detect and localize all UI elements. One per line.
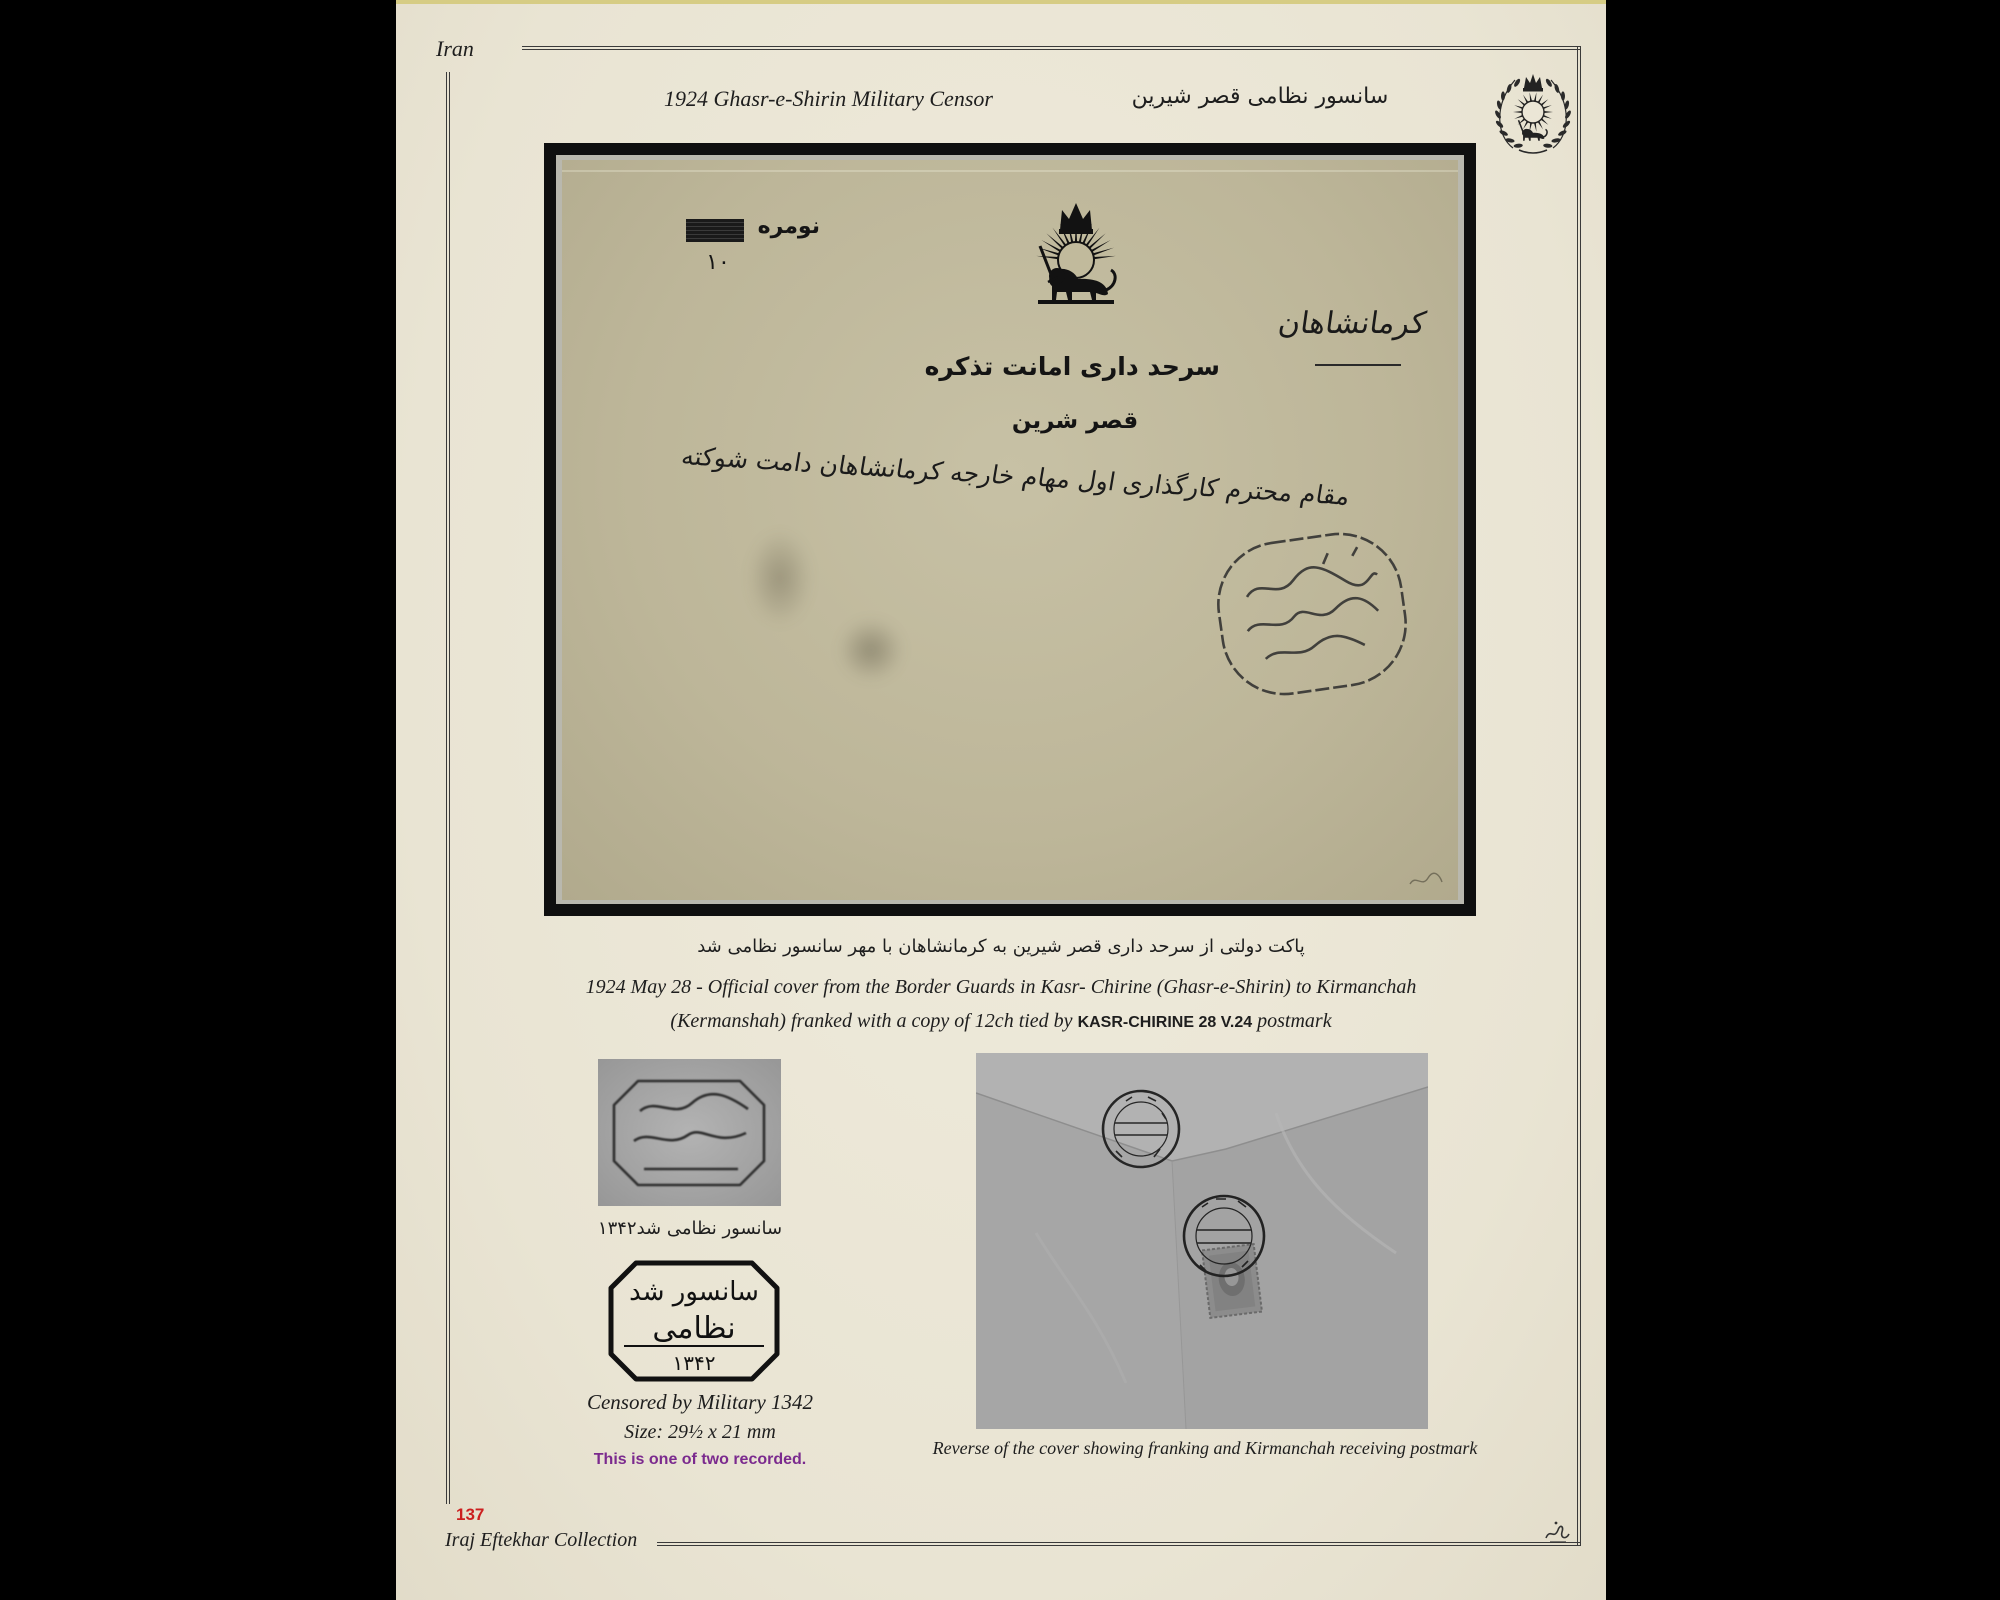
- handwritten-destination-city: کرمانشاهان: [1275, 306, 1429, 341]
- wreath-leaf: [1543, 143, 1553, 148]
- postage-stamp-12ch: [1202, 1244, 1262, 1318]
- stamp-lettering-line-1: سانسور شد: [629, 1277, 759, 1307]
- number-label: نومره: [757, 214, 820, 239]
- reverse-caption: Reverse of the cover showing franking and Kirmanchah receiving postmark: [932, 1438, 1478, 1458]
- caption-english-line-1: 1924 May 28 - Official cover from the Border Guards in Kasr- Chirine (Ghasr-e-Shirin) to Kirmanchah: [585, 976, 1417, 998]
- wreath-leaf: [1545, 78, 1553, 88]
- frame-line-bottom: [657, 1542, 1581, 1546]
- wreath-leaf: [1513, 78, 1521, 88]
- city-underline: [1315, 364, 1401, 366]
- censor-mark-label-persian: سانسور نظامی شد۱۳۴۲: [597, 1218, 783, 1239]
- faint-cancel-smudge: [838, 618, 904, 682]
- rarity-note: This is one of two recorded.: [593, 1451, 807, 1468]
- country-label: Iran: [436, 36, 474, 61]
- censor-mark-size: Size: 29½ x 21 mm: [624, 1421, 776, 1443]
- obliterated-number-box: [686, 219, 744, 242]
- wreath-leaf: [1561, 91, 1565, 100]
- frame-line-left: [446, 72, 450, 1504]
- frame-line-top: [522, 46, 1581, 50]
- postmark-reference: KASR-CHIRINE 28 V.24: [1077, 1014, 1253, 1031]
- monogram-icon: [1542, 1518, 1572, 1546]
- wreath-leaf: [1501, 91, 1505, 100]
- lion-and-sun-wreath-emblem-icon: [1491, 66, 1575, 156]
- collection-name: Iraj Eftekhar Collection: [445, 1529, 638, 1551]
- censor-mark-photo: [598, 1059, 781, 1206]
- wreath-leaf: [1513, 143, 1523, 148]
- page-title-en: 1924 Ghasr-e-Shirin Military Censor: [664, 86, 993, 111]
- censor-mark-title: Censored by Military 1342: [586, 1390, 814, 1414]
- oval-censor-postmark-icon: [1210, 526, 1414, 702]
- envelope-edge: [562, 170, 1458, 172]
- page-top-edge: [396, 0, 1606, 4]
- printed-sender-place: قصر شرین: [1011, 408, 1139, 434]
- faint-cancel-smudge: [748, 530, 812, 626]
- faint-pencil-mark: [1406, 868, 1446, 892]
- caption-text: (Kermanshah) franked with a copy of 12ch tied by: [670, 1010, 1073, 1032]
- caption-english-line-2: [396, 1009, 1606, 1033]
- caption-persian: پاکت دولتی از سرحد داری قصر شیرین به کرمانشاهان با مهر سانسور نظامی شد: [697, 936, 1305, 957]
- stamp-lettering-line-2: نظامی: [652, 1311, 736, 1346]
- number-value: ۱۰: [706, 250, 730, 275]
- handwritten-address: مقام محترم کارگذاری اول مهام خارجه کرمانشاهان دامت شوکته: [679, 441, 1352, 511]
- wreath-leaf: [1494, 110, 1502, 120]
- stamp-lettering-line-3: ۱۳۴۲: [672, 1351, 716, 1375]
- page-number: 137: [456, 1505, 485, 1524]
- lion-and-sun-icon: [1016, 198, 1136, 312]
- caption-text: postmark: [1257, 1010, 1332, 1032]
- printed-sender-heading: سرحد داری امانت تذکره: [924, 352, 1220, 381]
- cover-reverse-photo: [976, 1053, 1428, 1429]
- frame-line-right: [1577, 46, 1581, 1546]
- wreath-leaf: [1564, 110, 1572, 120]
- censor-mark-drawing: [606, 1258, 782, 1384]
- page-title-fa: سانسور نظامی قصر شیرین: [1131, 84, 1389, 109]
